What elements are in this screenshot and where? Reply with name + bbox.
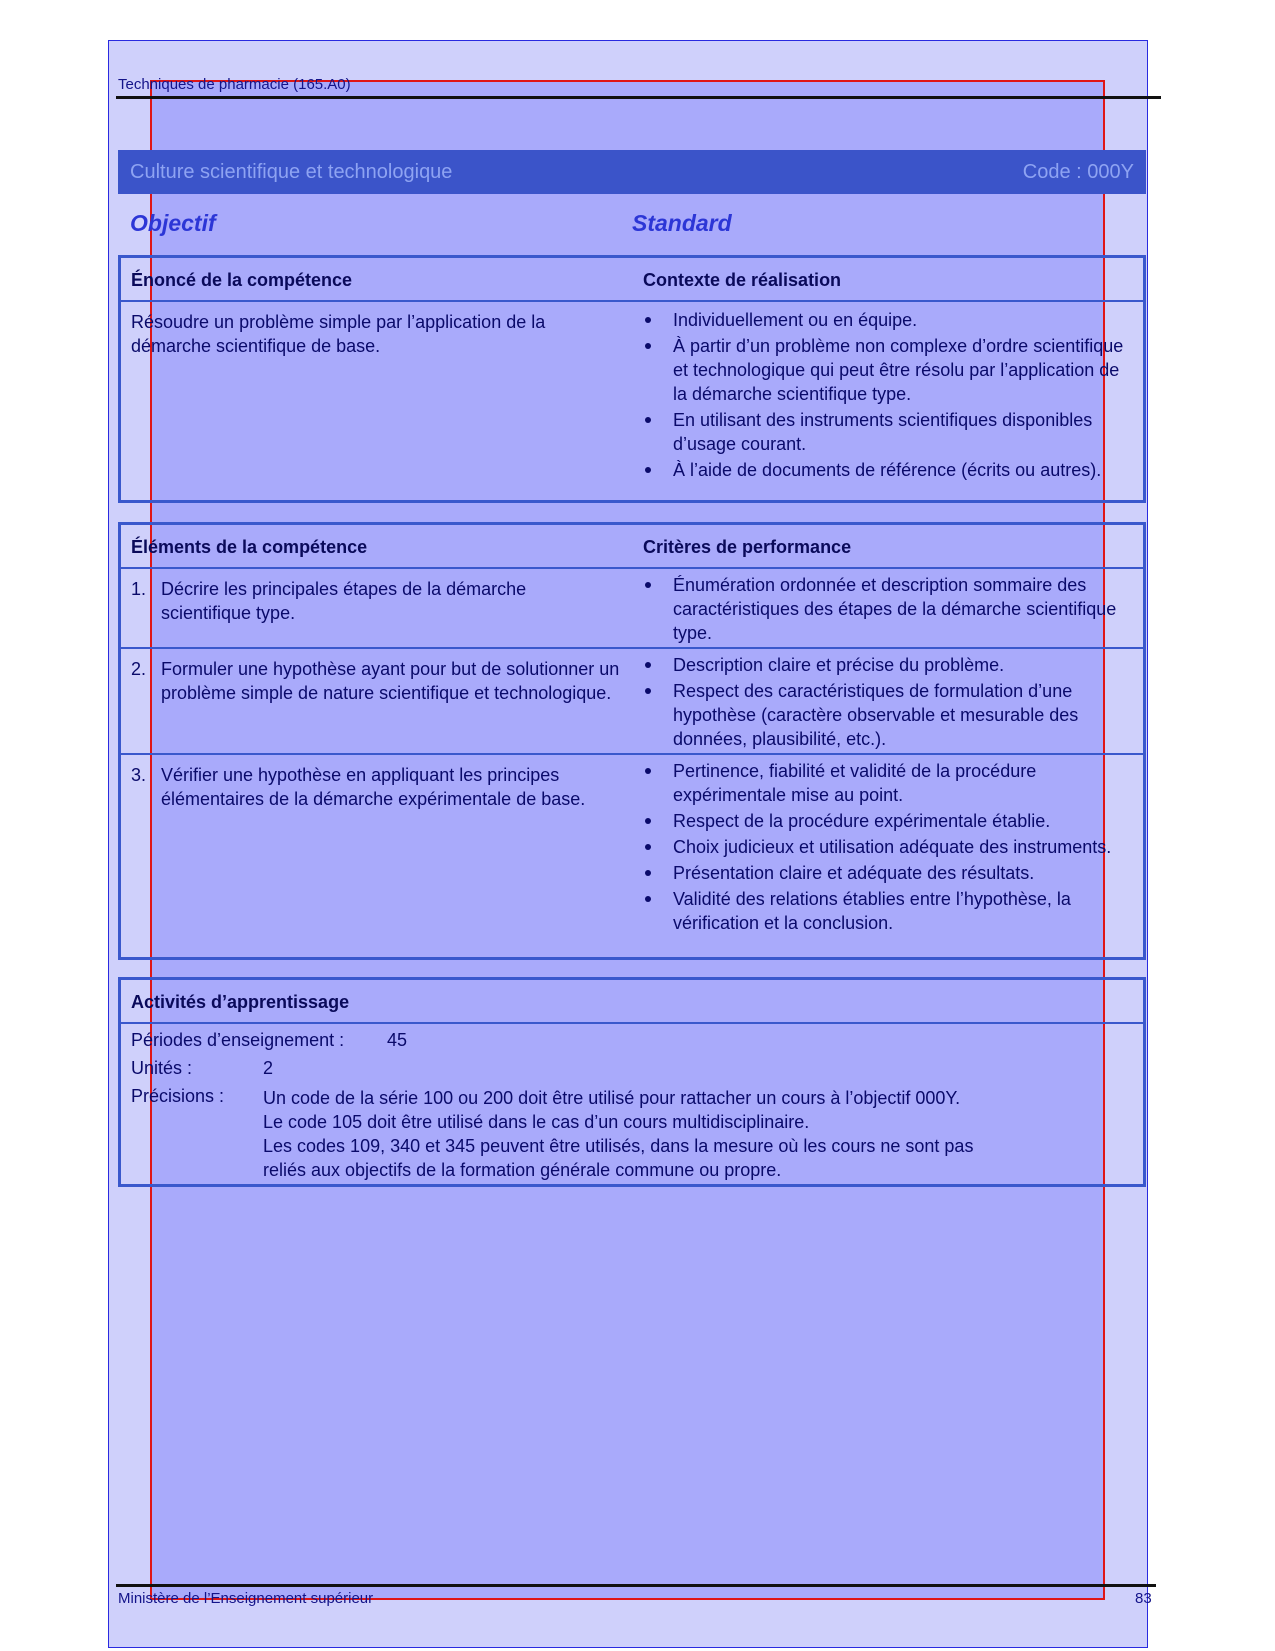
bullet-icon <box>645 688 651 694</box>
bullet-icon <box>645 662 651 668</box>
list-item: Choix judicieux et utilisation adéquate des instruments. <box>643 835 1138 859</box>
page-number: 83 <box>1135 1590 1152 1607</box>
criteria-list <box>643 653 1138 753</box>
bullet-icon <box>645 417 651 423</box>
list-item: Pertinence, fiabilité et validité de la procédure expérimentale mise au point. <box>643 759 1138 807</box>
bullet-icon <box>645 317 651 323</box>
activites-heading: Activités d’apprentissage <box>131 992 350 1012</box>
elements-heading: Éléments de la compétence <box>131 537 368 557</box>
criteria-list <box>643 573 1138 647</box>
competency-statement: Résoudre un problème simple par l’application de la démarche scientifique de base. <box>131 312 546 356</box>
element-row: 2. Formuler une hypothèse ayant pour but de solutionner un problème simple de nature scientifique et technologique. Description claire et précise du problème. Respect des caractéristiques de formulation d’une hypothèse (caractère observable et mesurable des données, plausibilité, etc.). <box>121 649 1143 755</box>
footer-rule <box>116 1584 1156 1587</box>
criteria-list <box>643 759 1138 937</box>
criteres-heading: Critères de performance <box>643 537 852 557</box>
bullet-icon <box>645 870 651 876</box>
bullet-icon <box>645 818 651 824</box>
list-item: Individuellement ou en équipe. <box>643 308 1138 332</box>
units-label: Unités : <box>131 1058 193 1078</box>
activites-body <box>121 1024 1143 1184</box>
title-band <box>118 150 1146 194</box>
list-item: Respect des caractéristiques de formulation d’une hypothèse (caractère observable et mesurable des données, plausibilité, etc.). <box>643 679 1138 751</box>
bullet-icon <box>645 467 651 473</box>
list-item: Description claire et précise du problème. <box>643 653 1138 677</box>
precisions-text: Un code de la série 100 ou 200 doit être utilisé pour rattacher un cours à l’objectif 000Y. Le code 105 doit être utilisé dans le cas d’un cours multidisciplinaire. Les codes 109, 340 et 345 peuvent être utilisés, dans la mesure où les cours ne sont pas reliés aux objectifs de la formation générale commune ou propre. <box>263 1088 974 1180</box>
precisions-label: Précisions : <box>131 1086 225 1106</box>
section-elements-header <box>121 525 1143 569</box>
section-enonce-header <box>121 258 1143 302</box>
running-header: Techniques de pharmacie (165.A0) <box>118 76 351 93</box>
running-footer: Ministère de l’Enseignement supérieur <box>118 1590 374 1607</box>
units-value: 2 <box>263 1058 274 1078</box>
list-item: Validité des relations établies entre l’hypothèse, la vérification et la conclusion. <box>643 887 1138 935</box>
periods-label: Périodes d’enseignement : <box>131 1030 345 1050</box>
list-item: En utilisant des instruments scientifiques disponibles d’usage courant. <box>643 408 1138 456</box>
section-activites <box>118 977 1146 1187</box>
contexte-heading: Contexte de réalisation <box>643 270 842 290</box>
periods-value: 45 <box>387 1030 408 1050</box>
header-rule <box>116 96 1161 99</box>
bullet-icon <box>645 768 651 774</box>
context-list <box>643 308 1138 484</box>
standard-heading: Standard <box>632 210 732 236</box>
competency-title: Culture scientifique et technologique <box>130 160 453 183</box>
section-elements <box>118 522 1146 960</box>
element-row: 3. Vérifier une hypothèse en appliquant les principes élémentaires de la démarche expérimentale de base. Pertinence, fiabilité et validité de la procédure expérimentale mise au point. Respect de la procédure expérimentale établie. Choix judicieux et utilisation adéquate des instruments. Présentation claire et adéquate des résultats. Validité des relations établies entre l’hypothèse, la vérification et la conclusion. <box>121 755 1143 955</box>
competency-code: Code : 000Y <box>1022 160 1134 183</box>
enonce-row <box>121 302 1143 500</box>
bullet-icon <box>645 582 651 588</box>
list-item: Énumération ordonnée et description sommaire des caractéristiques des étapes de la démarche scientifique type. <box>643 573 1138 645</box>
element-row: 1. Décrire les principales étapes de la démarche scientifique type. Énumération ordonnée et description sommaire des caractéristiques des étapes de la démarche scientifique type. <box>121 569 1143 649</box>
list-item: Respect de la procédure expérimentale établie. <box>643 809 1138 833</box>
objective-row <box>130 210 1140 240</box>
bullet-icon <box>645 844 651 850</box>
bullet-icon <box>645 896 651 902</box>
list-item: À partir d’un problème non complexe d’ordre scientifique et technologique qui peut être résolu par l’application de la démarche scientifique type. <box>643 334 1138 406</box>
section-activites-header <box>121 980 1143 1024</box>
objectif-heading: Objectif <box>130 210 216 236</box>
bullet-icon <box>645 343 651 349</box>
list-item: À l’aide de documents de référence (écrits ou autres). <box>643 458 1138 482</box>
list-item: Présentation claire et adéquate des résultats. <box>643 861 1138 885</box>
enonce-heading: Énoncé de la compétence <box>131 270 353 290</box>
section-enonce <box>118 255 1146 503</box>
